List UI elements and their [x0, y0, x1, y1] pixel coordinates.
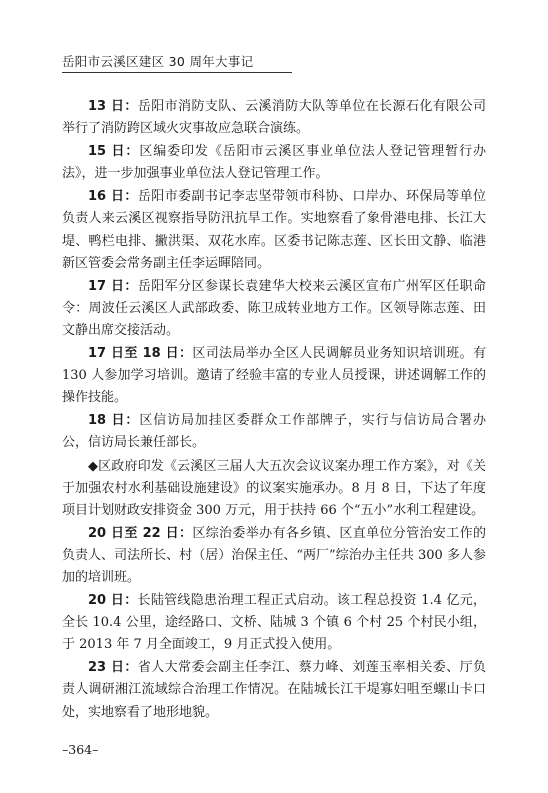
page-body: [62, 96, 486, 725]
event-text: 区司法局举办全区人民调解员业务知识培训班。有 130 人参加学习培训。邀请了经验丰富的专业人员授课，讲述调解工作的操作技能。: [62, 346, 486, 406]
event-text: 省人大常委会副主任李江、蔡力峰、刘莲玉率相关委、厅负责人调研湘江流域综合治理工作情况。在陆城长江干堤寡妇咀至螺山卡口处，实地察看了地形地貌。: [62, 660, 486, 720]
event-date: 17 日至 18 日：: [88, 346, 193, 362]
running-header: 岳阳市云溪区建区 30 周年大事记: [62, 54, 254, 69]
event-date: 20 日至 22 日：: [88, 525, 193, 541]
event-entry: [62, 456, 486, 522]
event-date: 16 日：: [88, 189, 138, 205]
event-text: ◆区政府印发《云溪区三届人大五次会议议案办理工作方案》，对《关于加强农村水利基础设施建设》的议案实施承办。8 月 8 日，下达了年度项目计划财政安排资金 300 万元，用于扶持 66 个“五小”水利工程建设。: [62, 458, 486, 518]
event-text: 岳阳军分区参谋长袁建华大校来云溪区宣布广州军区任职命令：周波任云溪区人武部政委、陈卫成转业地方工作。区领导陈志莲、田文静出席交接活动。: [62, 278, 486, 338]
event-date: 18 日：: [88, 413, 140, 429]
event-date: 13 日：: [88, 99, 138, 114]
event-date: 23 日：: [88, 660, 138, 676]
event-text: 岳阳市消防支队、云溪消防大队等单位在长源石化有限公司举行了消防跨区域火灾事故应急联合演练。: [62, 99, 486, 137]
event-entry: [62, 141, 486, 185]
event-date: 20 日：: [88, 593, 138, 609]
event-text: 岳阳市委副书记李志坚带领市科协、口岸办、环保局等单位负责人来云溪区视察指导防汛抗旱工作。实地察看了象骨港电排、长江大堤、鸭栏电排、撇洪渠、双花水库。区委书记陈志莲、区长田文静、临港新区管委会常务副主任李运暉陪同。: [62, 189, 486, 271]
event-entry: [62, 276, 486, 342]
page-number: –364–: [62, 742, 99, 757]
event-entry: [62, 410, 486, 454]
event-text: 区编委印发《岳阳市云溪区事业单位法人登记管理暂行办法》，进一步加强事业单位法人登记管理工作。: [62, 144, 486, 182]
event-text: 长陆管线隐患治理工程正式启动。该工程总投资 1.4 亿元，全长 10.4 公里，途经路口、文桥、陆城 3 个镇 6 个村 25 个村民小组，于 2013 年 7 月全面竣工，9 月正式投入使用。: [62, 593, 486, 653]
event-entry: [62, 96, 486, 140]
event-text: 区综治委举办有各乡镇、区直单位分管治安工作的负责人、司法所长、村（居）治保主任、“两厂”综治办主任共 300 多人参加的培训班。: [62, 525, 486, 585]
event-text: 区信访局加挂区委群众工作部牌子，实行与信访局合署办公，信访局长兼任部长。: [62, 413, 486, 451]
event-entry: [62, 186, 486, 274]
event-entry: [62, 343, 486, 409]
event-date: 15 日：: [88, 144, 140, 160]
event-entry: [62, 590, 486, 656]
header-rule: [62, 72, 292, 73]
event-date: 17 日：: [88, 278, 138, 294]
event-entry: [62, 523, 486, 589]
event-entry: [62, 657, 486, 723]
